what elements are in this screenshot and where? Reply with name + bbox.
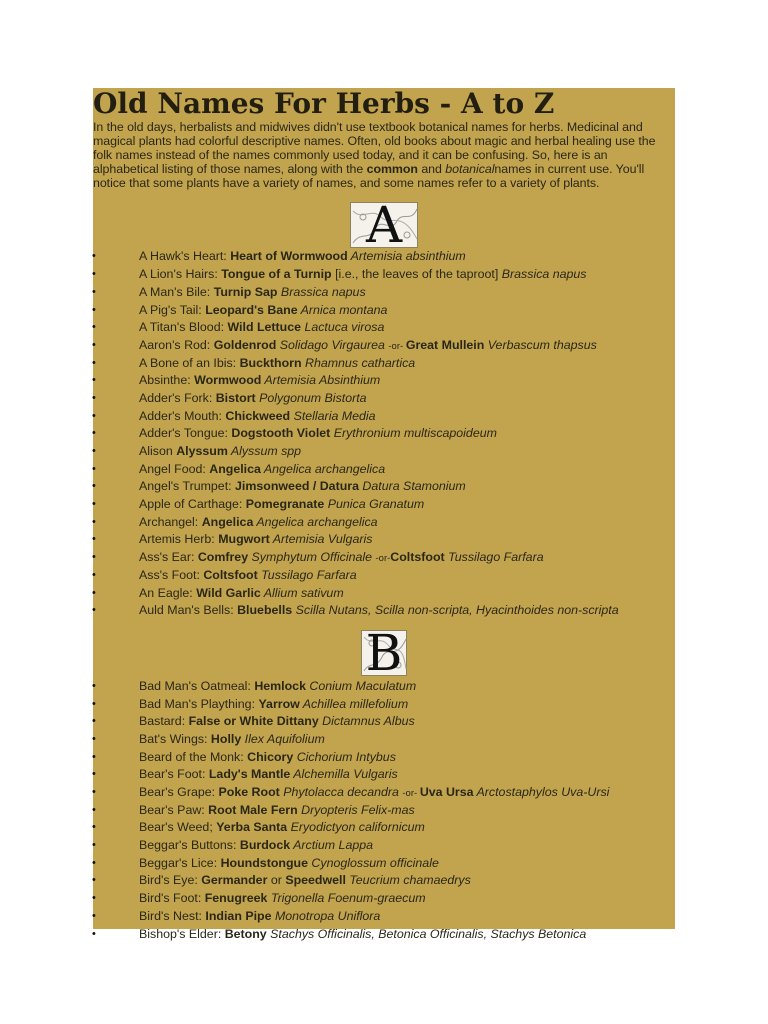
entry-common-name: Betony <box>224 926 267 941</box>
letter-b-glyph: B <box>365 623 403 682</box>
entry-botanical-name: Arnica montana <box>297 302 388 317</box>
entry-folk-name: Apple of Carthage: <box>139 497 246 512</box>
entry-botanical-name-alt: Verbascum thapsus <box>484 337 597 352</box>
list-item <box>93 496 675 514</box>
entry-botanical-name: Conium Maculatum <box>305 678 417 693</box>
entry-common-name: Leopard's Bane <box>205 302 298 317</box>
entry-common-name: Bistort <box>215 390 256 405</box>
entry-common-name: Wild Garlic <box>196 585 261 600</box>
list-item <box>93 531 675 549</box>
entry-folk-name: Angel Food: <box>139 461 210 476</box>
entry-or-separator: -or- <box>388 340 406 352</box>
entry-folk-name: Bird's Eye: <box>139 873 202 888</box>
entry-botanical-name: Stellaria Media <box>290 408 376 423</box>
entry-common-name: Jimsonweed / Datura <box>235 479 359 494</box>
list-item <box>93 890 675 908</box>
entry-common-name: Angelica <box>201 514 254 529</box>
intro-text-1: In the old days, herbalists and midwives didn't use textbook botanical names for herbs. Medicinal and magical plants had colorful descriptive names. Often, old books about magic and herbal healing use the folk names instead of the names commonly used today, and it can be confusing. So, here is an alphabetical listing of those names, along with the <box>93 120 656 177</box>
list-item <box>93 443 675 461</box>
entry-botanical-name: Alyssum spp <box>227 444 302 459</box>
letter-b-illuminated-capital <box>361 623 407 682</box>
list-item <box>93 837 675 855</box>
entry-folk-name: Bear's Paw: <box>139 802 209 817</box>
entry-common-name: Chicory <box>247 749 294 764</box>
entry-botanical-name: Angelica archangelica <box>260 461 386 476</box>
entry-note: [i.e., the leaves of the taproot] <box>331 267 502 282</box>
entry-botanical-name: Datura Stamonium <box>358 479 466 494</box>
entry-folk-name: Angel's Trumpet: <box>139 479 236 494</box>
list-item <box>93 461 675 479</box>
entry-common-name: Hemlock <box>254 678 306 693</box>
list-item <box>93 266 675 284</box>
entry-botanical-name: Brassica napus <box>277 284 366 299</box>
list-item <box>93 696 675 714</box>
entry-botanical-name: Artemisia Absinthium <box>261 373 381 388</box>
entry-common-name: Lady's Mantle <box>208 767 291 782</box>
letter-a-illuminated-capital <box>350 196 418 255</box>
list-item <box>93 731 675 749</box>
entry-botanical-name: Monotropa Uniflora <box>271 908 381 923</box>
entry-folk-name: A Hawk's Heart: <box>139 249 231 264</box>
entry-folk-name: Archangel: <box>139 514 202 529</box>
list-item <box>93 408 675 426</box>
entry-botanical-name: Alchemilla Vulgaris <box>290 767 398 782</box>
list-item <box>93 784 675 802</box>
entry-botanical-name: Arctium Lappa <box>290 838 374 853</box>
entry-common-name: Angelica <box>209 461 261 476</box>
entry-botanical-name: Solidago Virgaurea <box>276 337 389 352</box>
entry-folk-name: Beggar's Buttons: <box>139 838 240 853</box>
entry-botanical-name: Symphytum Officinale <box>248 550 376 565</box>
entry-folk-name: Absinthe: <box>139 373 195 388</box>
letter-a-glyph: A <box>365 196 403 255</box>
list-item <box>93 514 675 532</box>
entry-folk-name: Aaron's Rod: <box>139 337 214 352</box>
entry-common-name: Comfrey <box>197 550 249 565</box>
list-item <box>93 337 675 355</box>
entry-common-name: Bluebells <box>237 603 293 618</box>
list-item <box>93 478 675 496</box>
entry-botanical-name: Stachys Officinalis, Betonica Officinalis, Stachys Betonica <box>266 926 587 941</box>
entry-common-name: Goldenrod <box>213 337 277 352</box>
entry-folk-name: Bear's Grape: <box>139 785 219 800</box>
entry-botanical-name: Phytolacca decandra <box>279 785 403 800</box>
entry-folk-name: Bastard: <box>139 714 189 729</box>
entry-common-name: Heart of Wormwood <box>230 249 348 264</box>
entry-botanical-name-alt: Arctostaphylos Uva-Ursi <box>473 785 610 800</box>
list-item <box>93 425 675 443</box>
entry-folk-name: A Bone of an Ibis: <box>139 355 240 370</box>
intro-botanical-word: botanical <box>445 162 495 177</box>
entry-common-name-alt: Great Mullein <box>405 337 485 352</box>
intro-paragraph <box>93 120 675 190</box>
entry-common-name-alt: Coltsfoot <box>390 550 445 565</box>
entry-folk-name: Adder's Mouth: <box>139 408 226 423</box>
list-item <box>93 284 675 302</box>
entry-botanical-name: Brassica napus <box>501 267 587 282</box>
entry-common-name: Wormwood <box>194 373 262 388</box>
list-item <box>93 549 675 567</box>
entry-folk-name: Artemis Herb: <box>139 532 219 547</box>
list-item <box>93 766 675 784</box>
entry-botanical-name: Tussilago Farfara <box>257 567 357 582</box>
entry-folk-name: A Lion's Hairs: <box>139 267 222 282</box>
entry-botanical-name: Punica Granatum <box>324 497 425 512</box>
entry-folk-name: Auld Man's Bells: <box>139 603 238 618</box>
list-item <box>93 372 675 390</box>
entry-common-name: Buckthorn <box>239 355 302 370</box>
entry-botanical-name: Cynoglossum officinale <box>307 855 439 870</box>
herb-list-a <box>93 248 675 619</box>
list-item <box>93 390 675 408</box>
entry-folk-name: Bad Man's Oatmeal: <box>139 678 255 693</box>
entry-folk-name: Bird's Foot: <box>139 891 205 906</box>
list-item <box>93 802 675 820</box>
list-item <box>93 872 675 890</box>
entry-folk-name: Bad Man's Plaything: <box>139 696 259 711</box>
entry-botanical-name: Achillea millefolium <box>299 696 409 711</box>
herb-list-b <box>93 678 675 943</box>
entry-common-name: Holly <box>210 731 242 746</box>
entry-folk-name: An Eagle: <box>139 585 197 600</box>
entry-folk-name: Adder's Tongue: <box>139 426 232 441</box>
entry-folk-name: Bat's Wings: <box>139 731 211 746</box>
entry-folk-name: Beard of the Monk: <box>139 749 248 764</box>
list-item <box>93 602 675 620</box>
list-item <box>93 355 675 373</box>
entry-common-name: Yerba Santa <box>216 820 288 835</box>
intro-text-2: names in current use. You'll notice that some plants have a variety of names, and some names refer to a variety of plants. <box>93 162 645 191</box>
entry-botanical-name: Angelica archangelica <box>253 514 378 529</box>
entry-common-name: Dogstooth Violet <box>231 426 331 441</box>
entry-folk-name: Alison <box>139 444 177 459</box>
entry-botanical-name: Rhamnus cathartica <box>301 355 416 370</box>
intro-common-word: common <box>366 162 418 177</box>
entry-common-name: Root Male Fern <box>208 802 298 817</box>
entry-common-name: Coltsfoot <box>203 567 258 582</box>
list-item <box>93 248 675 266</box>
entry-or-separator: -or- <box>402 788 420 800</box>
list-item <box>93 678 675 696</box>
list-item <box>93 585 675 603</box>
list-item <box>93 908 675 926</box>
entry-botanical-name: Artemisia absinthium <box>347 249 466 264</box>
entry-folk-name: Ass's Ear: <box>139 550 198 565</box>
entry-common-name: Yarrow <box>258 696 300 711</box>
entry-common-name: False or White Dittany <box>188 714 319 729</box>
entry-botanical-name: Erythronium multiscapoideum <box>330 426 497 441</box>
entry-botanical-name: Polygonum Bistorta <box>255 390 367 405</box>
entry-or-separator: -or- <box>375 553 391 565</box>
entry-folk-name: Bear's Weed; <box>139 820 217 835</box>
entry-botanical-name: Trigonella Foenum-graecum <box>267 891 426 906</box>
entry-botanical-name: Eryodictyon californicum <box>287 820 425 835</box>
entry-common-name: Turnip Sap <box>213 284 278 299</box>
entry-folk-name: A Titan's Blood: <box>139 320 228 335</box>
entry-common-name: Mugwort <box>218 532 270 547</box>
list-item <box>93 819 675 837</box>
entry-botanical-name: Cichorium Intybus <box>293 749 396 764</box>
entry-folk-name: A Pig's Tail: <box>139 302 206 317</box>
entry-folk-name: Bishop's Elder: <box>139 926 225 941</box>
entry-botanical-name: Artemisia Vulgaris <box>269 532 373 547</box>
entry-folk-name: Adder's Fork: <box>139 390 216 405</box>
entry-botanical-name: Allium sativum <box>260 585 344 600</box>
entry-common-name: Poke Root <box>218 785 280 800</box>
intro-and: and <box>417 162 446 177</box>
entry-botanical-name: Dryopteris Felix-mas <box>297 802 415 817</box>
list-item <box>93 302 675 320</box>
entry-common-name: Indian Pipe <box>205 908 272 923</box>
list-item <box>93 926 675 944</box>
list-item <box>93 749 675 767</box>
entry-botanical-name: Dictamnus Albus <box>318 714 415 729</box>
list-item <box>93 319 675 337</box>
entry-botanical-name-alt: Teucrium chamaedrys <box>345 873 471 888</box>
list-item <box>93 855 675 873</box>
entry-folk-name: Beggar's Lice: <box>139 855 221 870</box>
entry-common-name: Pomegranate <box>245 497 325 512</box>
entry-common-name: Burdock <box>239 838 291 853</box>
entry-common-name-alt: Uva Ursa <box>419 785 474 800</box>
entry-common-name-alt: Speedwell <box>285 873 346 888</box>
entry-botanical-name: Lactuca virosa <box>301 320 385 335</box>
entry-common-name: Tongue of a Turnip <box>221 267 332 282</box>
entry-folk-name: A Man's Bile: <box>139 284 214 299</box>
entry-common-name: Fenugreek <box>204 891 268 906</box>
entry-folk-name: Ass's Foot: <box>139 567 204 582</box>
document-page <box>93 87 675 941</box>
entry-common-name: Chickweed <box>225 408 291 423</box>
entry-botanical-name-alt: Tussilago Farfara <box>444 550 544 565</box>
entry-common-name: Alyssum <box>176 444 228 459</box>
entry-folk-name: Bear's Foot: <box>139 767 209 782</box>
page-title: Old Names For Herbs - A to Z <box>93 87 555 120</box>
entry-conjunction: or <box>267 873 286 888</box>
entry-botanical-name: Scilla Nutans, Scilla non-scripta, Hyacinthoides non-scripta <box>292 603 619 618</box>
entry-common-name: Germander <box>201 873 268 888</box>
entry-folk-name: Bird's Nest: <box>139 908 206 923</box>
entry-common-name: Houndstongue <box>220 855 308 870</box>
entry-botanical-name: Ilex Aquifolium <box>241 731 325 746</box>
list-item <box>93 567 675 585</box>
entry-common-name: Wild Lettuce <box>227 320 302 335</box>
list-item <box>93 713 675 731</box>
